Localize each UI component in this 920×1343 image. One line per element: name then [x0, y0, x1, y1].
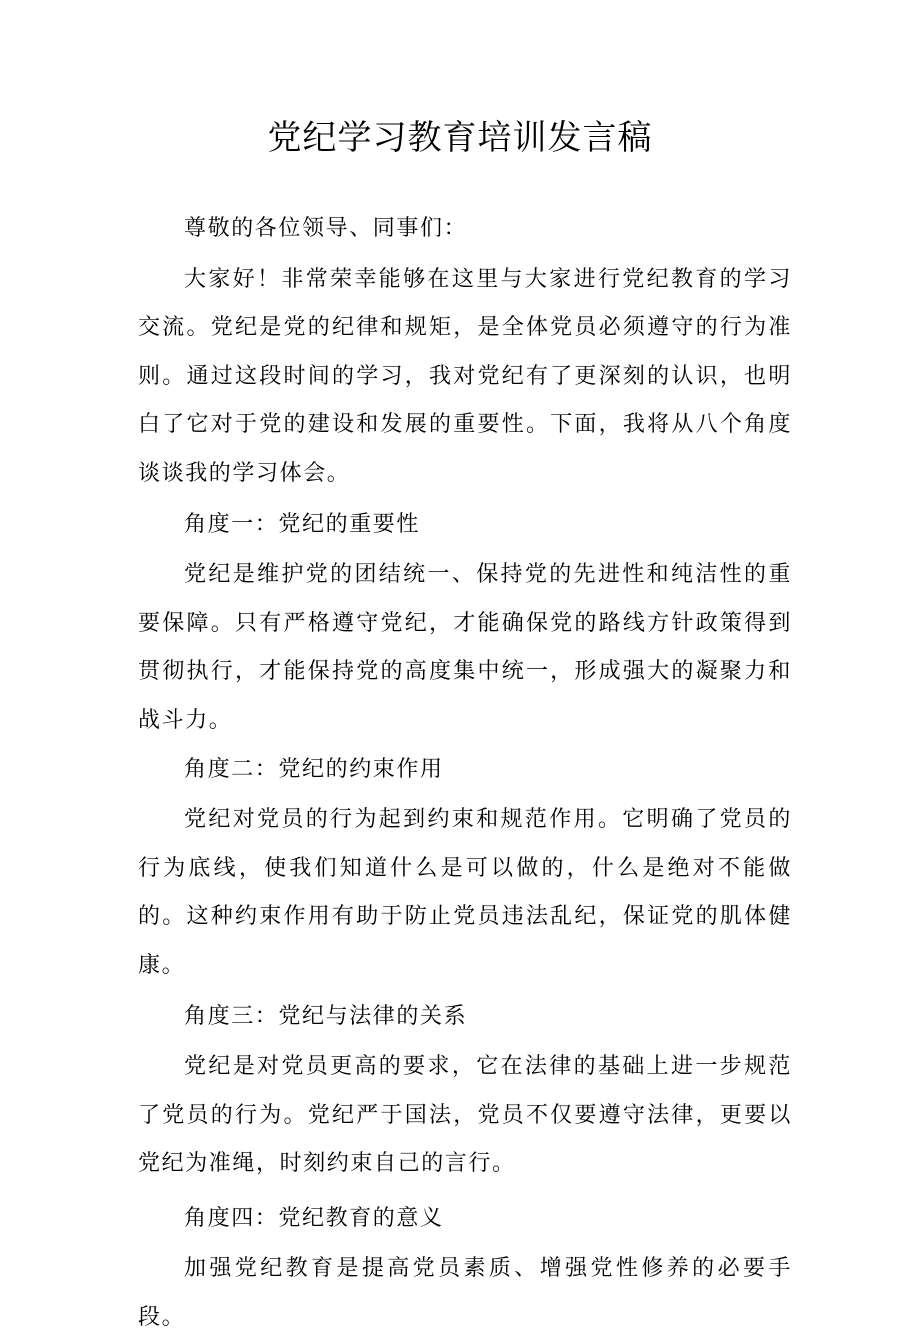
section-heading-2: 角度二：党纪的约束作用 [184, 756, 444, 782]
section-heading-4: 角度四：党纪教育的意义 [184, 1205, 444, 1231]
section-paragraph-1: 党纪是维护党的团结统一、保持党的先进性和纯洁性的重要保障。只有严格遵守党纪，才能确保党的路线方针政策得到贯彻执行，才能保持党的高度集中统一，形成强大的凝聚力和战斗力。 [138, 562, 792, 733]
intro-paragraph: 大家好！非常荣幸能够在这里与大家进行党纪教育的学习交流。党纪是党的纪律和规矩，是全体党员必须遵守的行为准则。通过这段时间的学习，我对党纪有了更深刻的认识，也明白了它对于党的建设和发展的重要性。下面，我将从八个角度谈谈我的学习体会。 [138, 266, 792, 486]
greeting: 尊敬的各位领导、同事们： [184, 216, 468, 241]
section-heading-3: 角度三：党纪与法律的关系 [184, 1003, 468, 1029]
section-paragraph-4: 加强党纪教育是提高党员素质、增强党性修养的必要手段。 [138, 1256, 792, 1331]
section-paragraph-2: 党纪对党员的行为起到约束和规范作用。它明确了党员的行为底线，使我们知道什么是可以做的，什么是绝对不能做的。这种约束作用有助于防止党员违法乱纪，保证党的肌体健康。 [138, 807, 792, 978]
document-title: 党纪学习教育培训发言稿 [267, 118, 653, 158]
document-body [138, 205, 792, 1343]
section-paragraph-3: 党纪是对党员更高的要求，它在法律的基础上进一步规范了党员的行为。党纪严于国法，党员不仅要遵守法律，更要以党纪为准绳，时刻约束自己的言行。 [138, 1054, 792, 1177]
section-heading-1: 角度一：党纪的重要性 [184, 511, 421, 537]
